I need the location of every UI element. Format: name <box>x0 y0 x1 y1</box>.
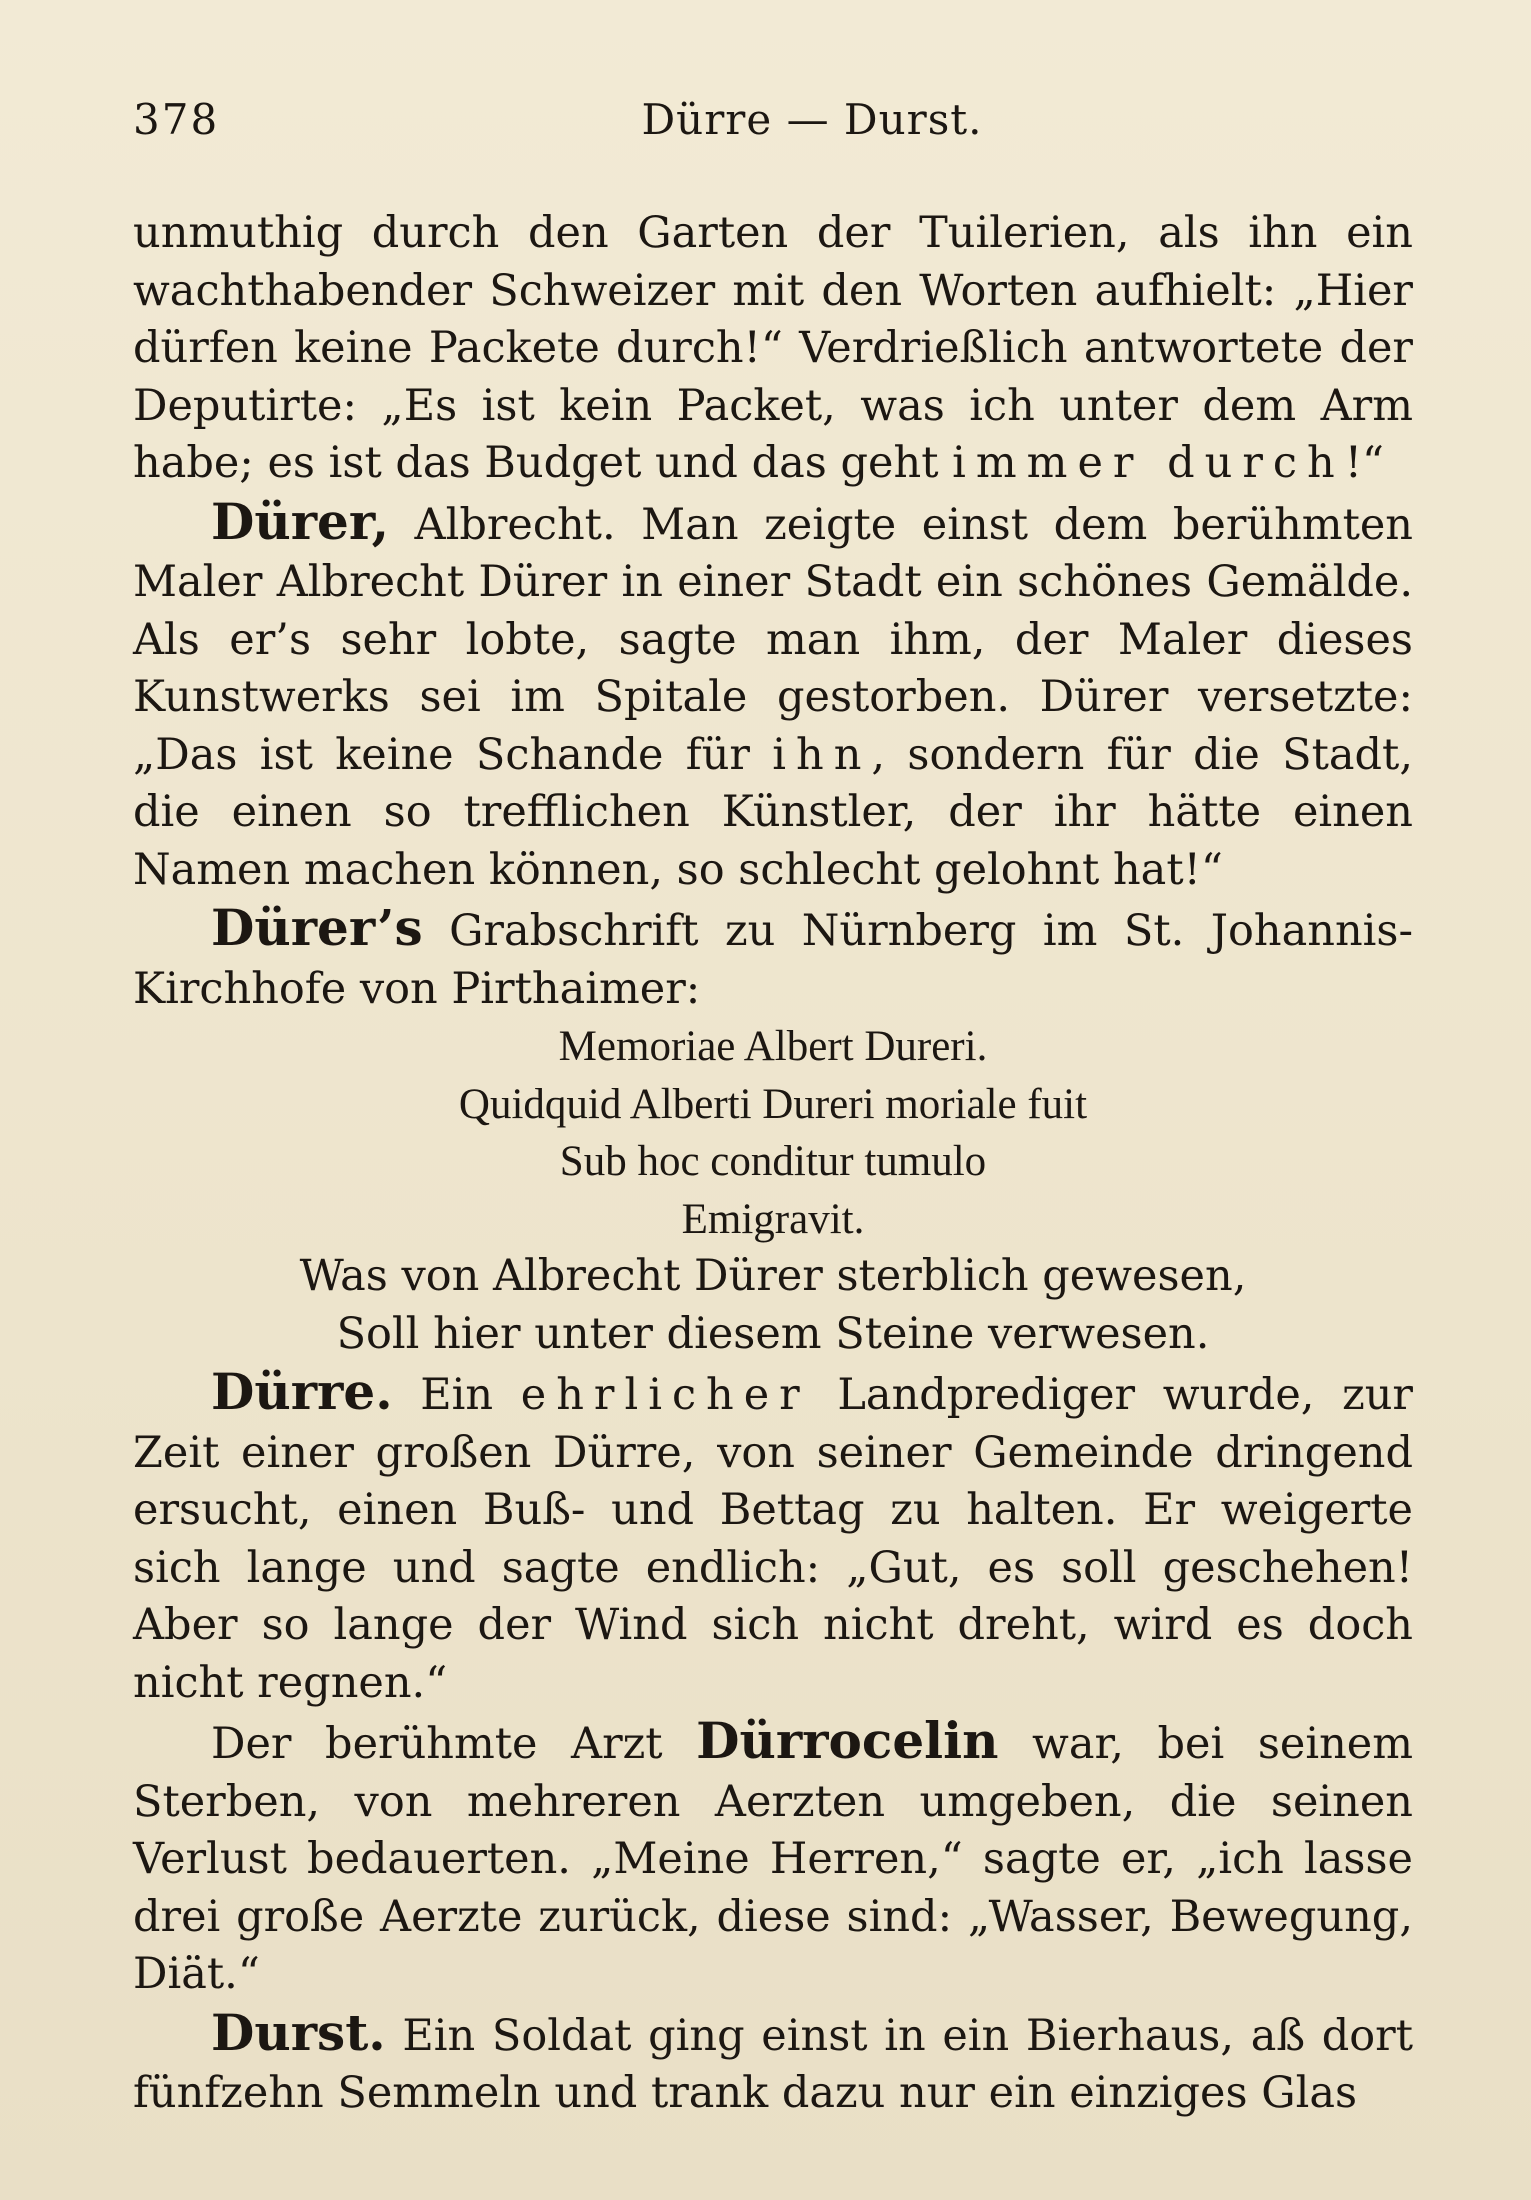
body-text <box>133 205 1413 2123</box>
entry-duerrocelin: Der berühmte Arzt Dürrocelin war, bei seinem Sterben, von mehreren Aerzten umgeben, die seinen Verlust bedauerten. „Meine Herren,“ sagte er, „ich lasse drei große Aerzte zurück, diese sind: „Wasser, Bewegung, Diät.“ <box>133 1711 1413 1999</box>
epitaph-line: Emigravit. <box>681 1195 865 1243</box>
running-title: Dürre — Durst. <box>641 95 983 144</box>
lemma-duerers: Dürer’s <box>211 898 423 957</box>
epitaph-line: Memoriae Albert Dureri. <box>558 1023 988 1070</box>
page-number: 378 <box>133 95 220 144</box>
epitaph-line: Quidquid Alberti Dureri moriale fuit <box>458 1080 1088 1128</box>
entry-duerer: Dürer, Albrecht. Man zeigte einst dem berühmten Maler Albrecht Dürer in einer Stadt ein schönes Gemälde. Als er’s sehr lobte, sagte man ihm, der Maler dieses Kunstwerks sei im Spitale gestorben. Dürer versetzte: „Das ist keine Schande für ihn, sondern für die Stadt, die einen so trefflichen Künstler, der ihr hätte einen Namen machen können, so schlecht gelohnt hat!“ <box>133 491 1413 895</box>
entry-duerre: Dürre. Ein ehrlicher Landprediger wurde, zur Zeit einer großen Dürre, von seiner Gemeinde dringend ersucht, einen Buß- und Bettag zu halten. Er weigerte sich lange und sagte endlich: „Gut, es soll geschehen! Aber so lange der Wind sich nicht dreht, wird es doch nicht regnen.“ <box>133 1362 1413 1708</box>
entry-durst: Durst. Ein Soldat ging einst in ein Bierhaus, aß dort fünfzehn Semmeln und trank dazu nur ein einziges Glas <box>133 2002 1413 2118</box>
lemma-duerer: Dürer, <box>211 491 389 551</box>
emphasis-spaced: ihn <box>772 729 872 780</box>
lemma-duerre: Dürre. <box>211 1362 393 1421</box>
lemma-duerrocelin: Dürrocelin <box>696 1711 999 1770</box>
emphasis-spaced: immer durch <box>952 438 1345 488</box>
page-header <box>133 95 1411 155</box>
german-epitaph <box>133 1248 1413 1363</box>
entry-continuation: unmuthig durch den Garten der Tuilerien, als ihn ein wachthabender Schweizer mit den Worten aufhielt: „Hier dürfen keine Packete durch!“ Verdrießlich antwortete der Deputirte: „Es ist kein Packet, was ich unter dem Arm habe; es ist das Budget und das geht immer durch!“ <box>133 208 1413 488</box>
epitaph-line: Was von Albrecht Dürer sterblich gewesen, <box>299 1251 1247 1301</box>
epitaph-line: Soll hier unter diesem Steine verwesen. <box>336 1308 1210 1359</box>
lemma-durst: Durst. <box>211 2002 386 2062</box>
epitaph-line: Sub hoc conditur tumulo <box>559 1138 987 1185</box>
emphasis-spaced: ehrlicher <box>520 1370 810 1420</box>
latin-epitaph <box>133 1018 1413 1248</box>
entry-duerers-grabschrift: Dürer’s Grabschrift zu Nürnberg im St. Johannis-Kirchhofe von Pirthaimer: <box>133 898 1413 1014</box>
